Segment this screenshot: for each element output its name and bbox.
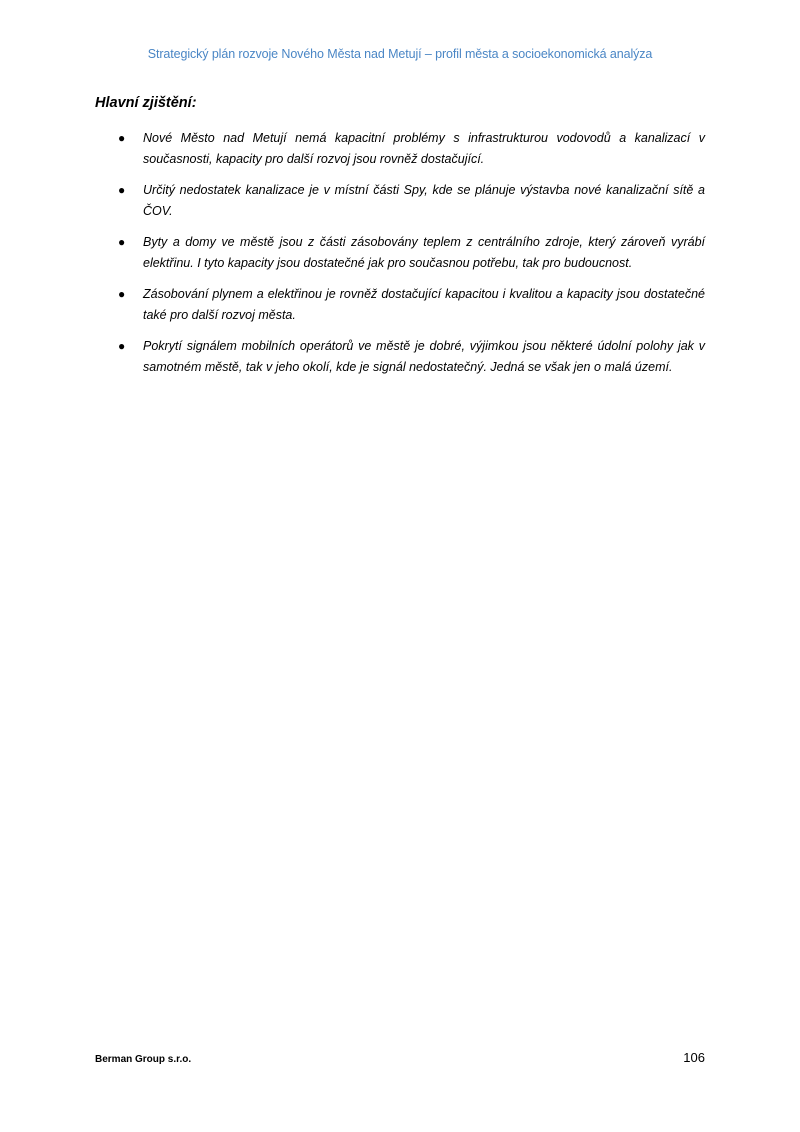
finding-item	[95, 284, 705, 326]
finding-item	[95, 128, 705, 170]
finding-text: Pokrytí signálem mobilních operátorů ve městě je dobré, výjimkou jsou některé údolní polohy jak v samotném městě, tak v jeho okolí, kde je signál nedostatečný. Jedná se však jen o malá území.	[143, 339, 705, 374]
bullet-icon: ●	[118, 339, 126, 353]
section-heading: Hlavní zjištění:	[95, 95, 197, 111]
bullet-icon: ●	[118, 235, 126, 249]
bullet-icon: ●	[118, 183, 126, 197]
bullet-icon: ●	[118, 131, 126, 145]
finding-text: Zásobování plynem a elektřinou je rovněž dostačující kapacitou i kvalitou a kapacity jsou dostatečné také pro další rozvoj města.	[143, 287, 705, 322]
finding-item	[95, 232, 705, 274]
finding-text: Určitý nedostatek kanalizace je v místní části Spy, kde se plánuje výstavba nové kanalizační sítě a ČOV.	[143, 183, 705, 218]
page-header: Strategický plán rozvoje Nového Města nad Metují – profil města a socioekonomická analýza	[147, 47, 653, 61]
footer-company: Berman Group s.r.o.	[95, 1054, 192, 1065]
finding-text: Nové Město nad Metují nemá kapacitní problémy s infrastrukturou vodovodů a kanalizací v současnosti, kapacity pro další rozvoj jsou rovněž dostačující.	[143, 131, 705, 166]
finding-item	[95, 180, 705, 222]
finding-text: Byty a domy ve městě jsou z části zásobovány teplem z centrálního zdroje, který zároveň vyrábí elektřinu. I tyto kapacity jsou dostatečné jak pro současnou potřebu, tak pro budoucnost.	[143, 235, 705, 270]
bullet-icon: ●	[118, 287, 126, 301]
findings-list	[95, 128, 705, 388]
page-number: 106	[683, 1050, 705, 1065]
finding-item	[95, 336, 705, 378]
